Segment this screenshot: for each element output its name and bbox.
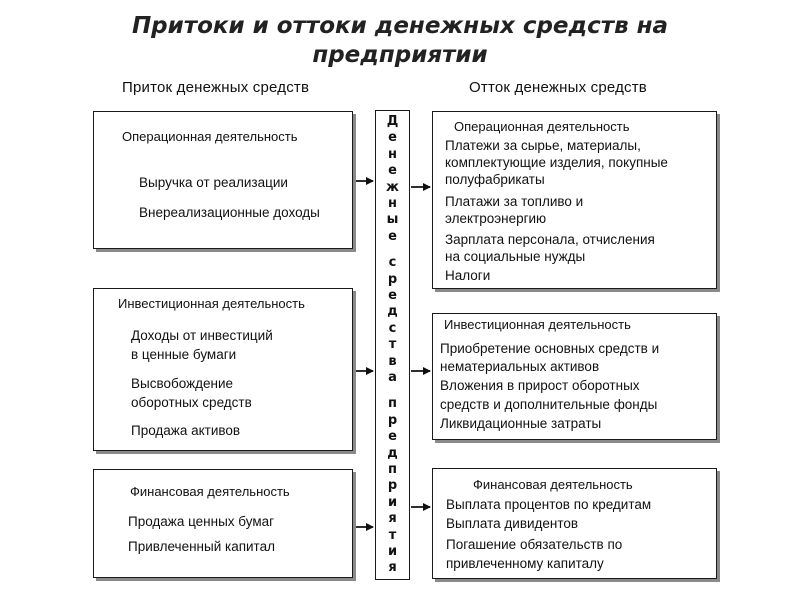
inflow-investment-item: Продажа активов (131, 423, 241, 438)
center-cash-letter: ж (386, 179, 399, 195)
center-cash-letter: р (387, 478, 398, 494)
center-cash-letter: д (387, 445, 398, 461)
center-cash-letter: с (388, 255, 397, 271)
inflow-operational-item: Внереализационные доходы (139, 205, 320, 220)
outflow-operational-item: на социальные нужды (445, 249, 586, 264)
center-cash-letter: д (387, 304, 398, 320)
inflow-investment-item: Высвобождение (131, 376, 233, 391)
outflow-investment-item: Ликвидационные затраты (440, 416, 602, 431)
center-cash-letter: е (388, 288, 397, 303)
inflow-operational-item: Выручка от реализации (139, 175, 288, 190)
inflow-financial-item: Привлеченный капитал (128, 539, 275, 554)
inflow-header: Приток денежных средств (122, 79, 310, 96)
center-cash-letter: н (388, 196, 397, 211)
outflow-investment-item: нематериальных активов (440, 359, 600, 374)
outflow-financial-title: Финансовая деятельность (473, 477, 633, 492)
center-cash-letter: я (388, 511, 397, 527)
center-cash-letter: и (387, 544, 398, 559)
center-cash-letter: т (388, 337, 397, 353)
center-cash-letter: я (388, 560, 397, 576)
center-cash-letter: п (388, 462, 397, 477)
outflow-operational-item: Налоги (445, 268, 491, 283)
center-cash-letter: ы (386, 212, 399, 228)
outflow-financial-item: привлеченному капиталу (446, 556, 604, 571)
outflow-investment-item: Вложения в прирост оборотных (440, 378, 640, 393)
outflow-investment-item: Приобретение основных средств и (440, 341, 660, 356)
center-cash-letter: е (388, 429, 397, 445)
center-cash-letter: н (388, 146, 397, 162)
center-cash-letter: е (388, 163, 397, 179)
center-cash-letter: р (387, 271, 398, 287)
center-cash-letter: и (387, 494, 398, 510)
center-cash-letter: е (388, 228, 397, 244)
inflow-investment-title: Инвестиционная деятельность (118, 296, 305, 311)
center-cash-letter: т (388, 527, 397, 543)
center-cash-letter: е (388, 130, 397, 146)
center-cash-letter: Д (386, 114, 399, 129)
center-cash-letter: п (388, 396, 397, 412)
outflow-financial-item: Погашение обязательств по (446, 537, 623, 552)
inflow-financial-title: Финансовая деятельность (130, 484, 290, 499)
outflow-operational-item: полуфабрикаты (445, 172, 545, 187)
outflow-financial-item: Выплата дивидентов (446, 516, 579, 531)
outflow-operational-item: комплектующие изделия, покупные (445, 155, 668, 170)
outflow-operational-item: Платежи за сырье, материалы, (445, 138, 641, 153)
outflow-investment-item: средств и дополнительные фонды (440, 397, 658, 412)
outflow-header: Отток денежных средств (469, 79, 647, 96)
center-cash-letter: в (388, 353, 397, 369)
outflow-financial-item: Выплата процентов по кредитам (446, 497, 652, 512)
outflow-operational-title: Операционная деятельность (454, 119, 630, 134)
center-cash-letter: а (388, 370, 397, 385)
center-cash-letter: р (387, 412, 398, 428)
outflow-operational-item: Платажи за топливо и (445, 194, 584, 209)
inflow-investment-item: в ценные бумаги (131, 347, 237, 362)
outflow-operational-item: Зарплата персонала, отчисления (445, 232, 655, 247)
inflow-investment-item: Доходы от инвестиций (131, 328, 273, 343)
page-title: Притоки и оттоки денежных средств на предприятии (131, 13, 669, 68)
center-cash-letter: с (388, 320, 397, 336)
outflow-investment-title: Инвестиционная деятельность (444, 317, 631, 332)
inflow-investment-item: оборотных средств (131, 395, 252, 410)
inflow-operational-title: Операционная деятельность (122, 129, 298, 144)
outflow-operational-item: электроэнергию (445, 211, 547, 226)
inflow-financial-item: Продажа ценных бумаг (128, 514, 275, 529)
